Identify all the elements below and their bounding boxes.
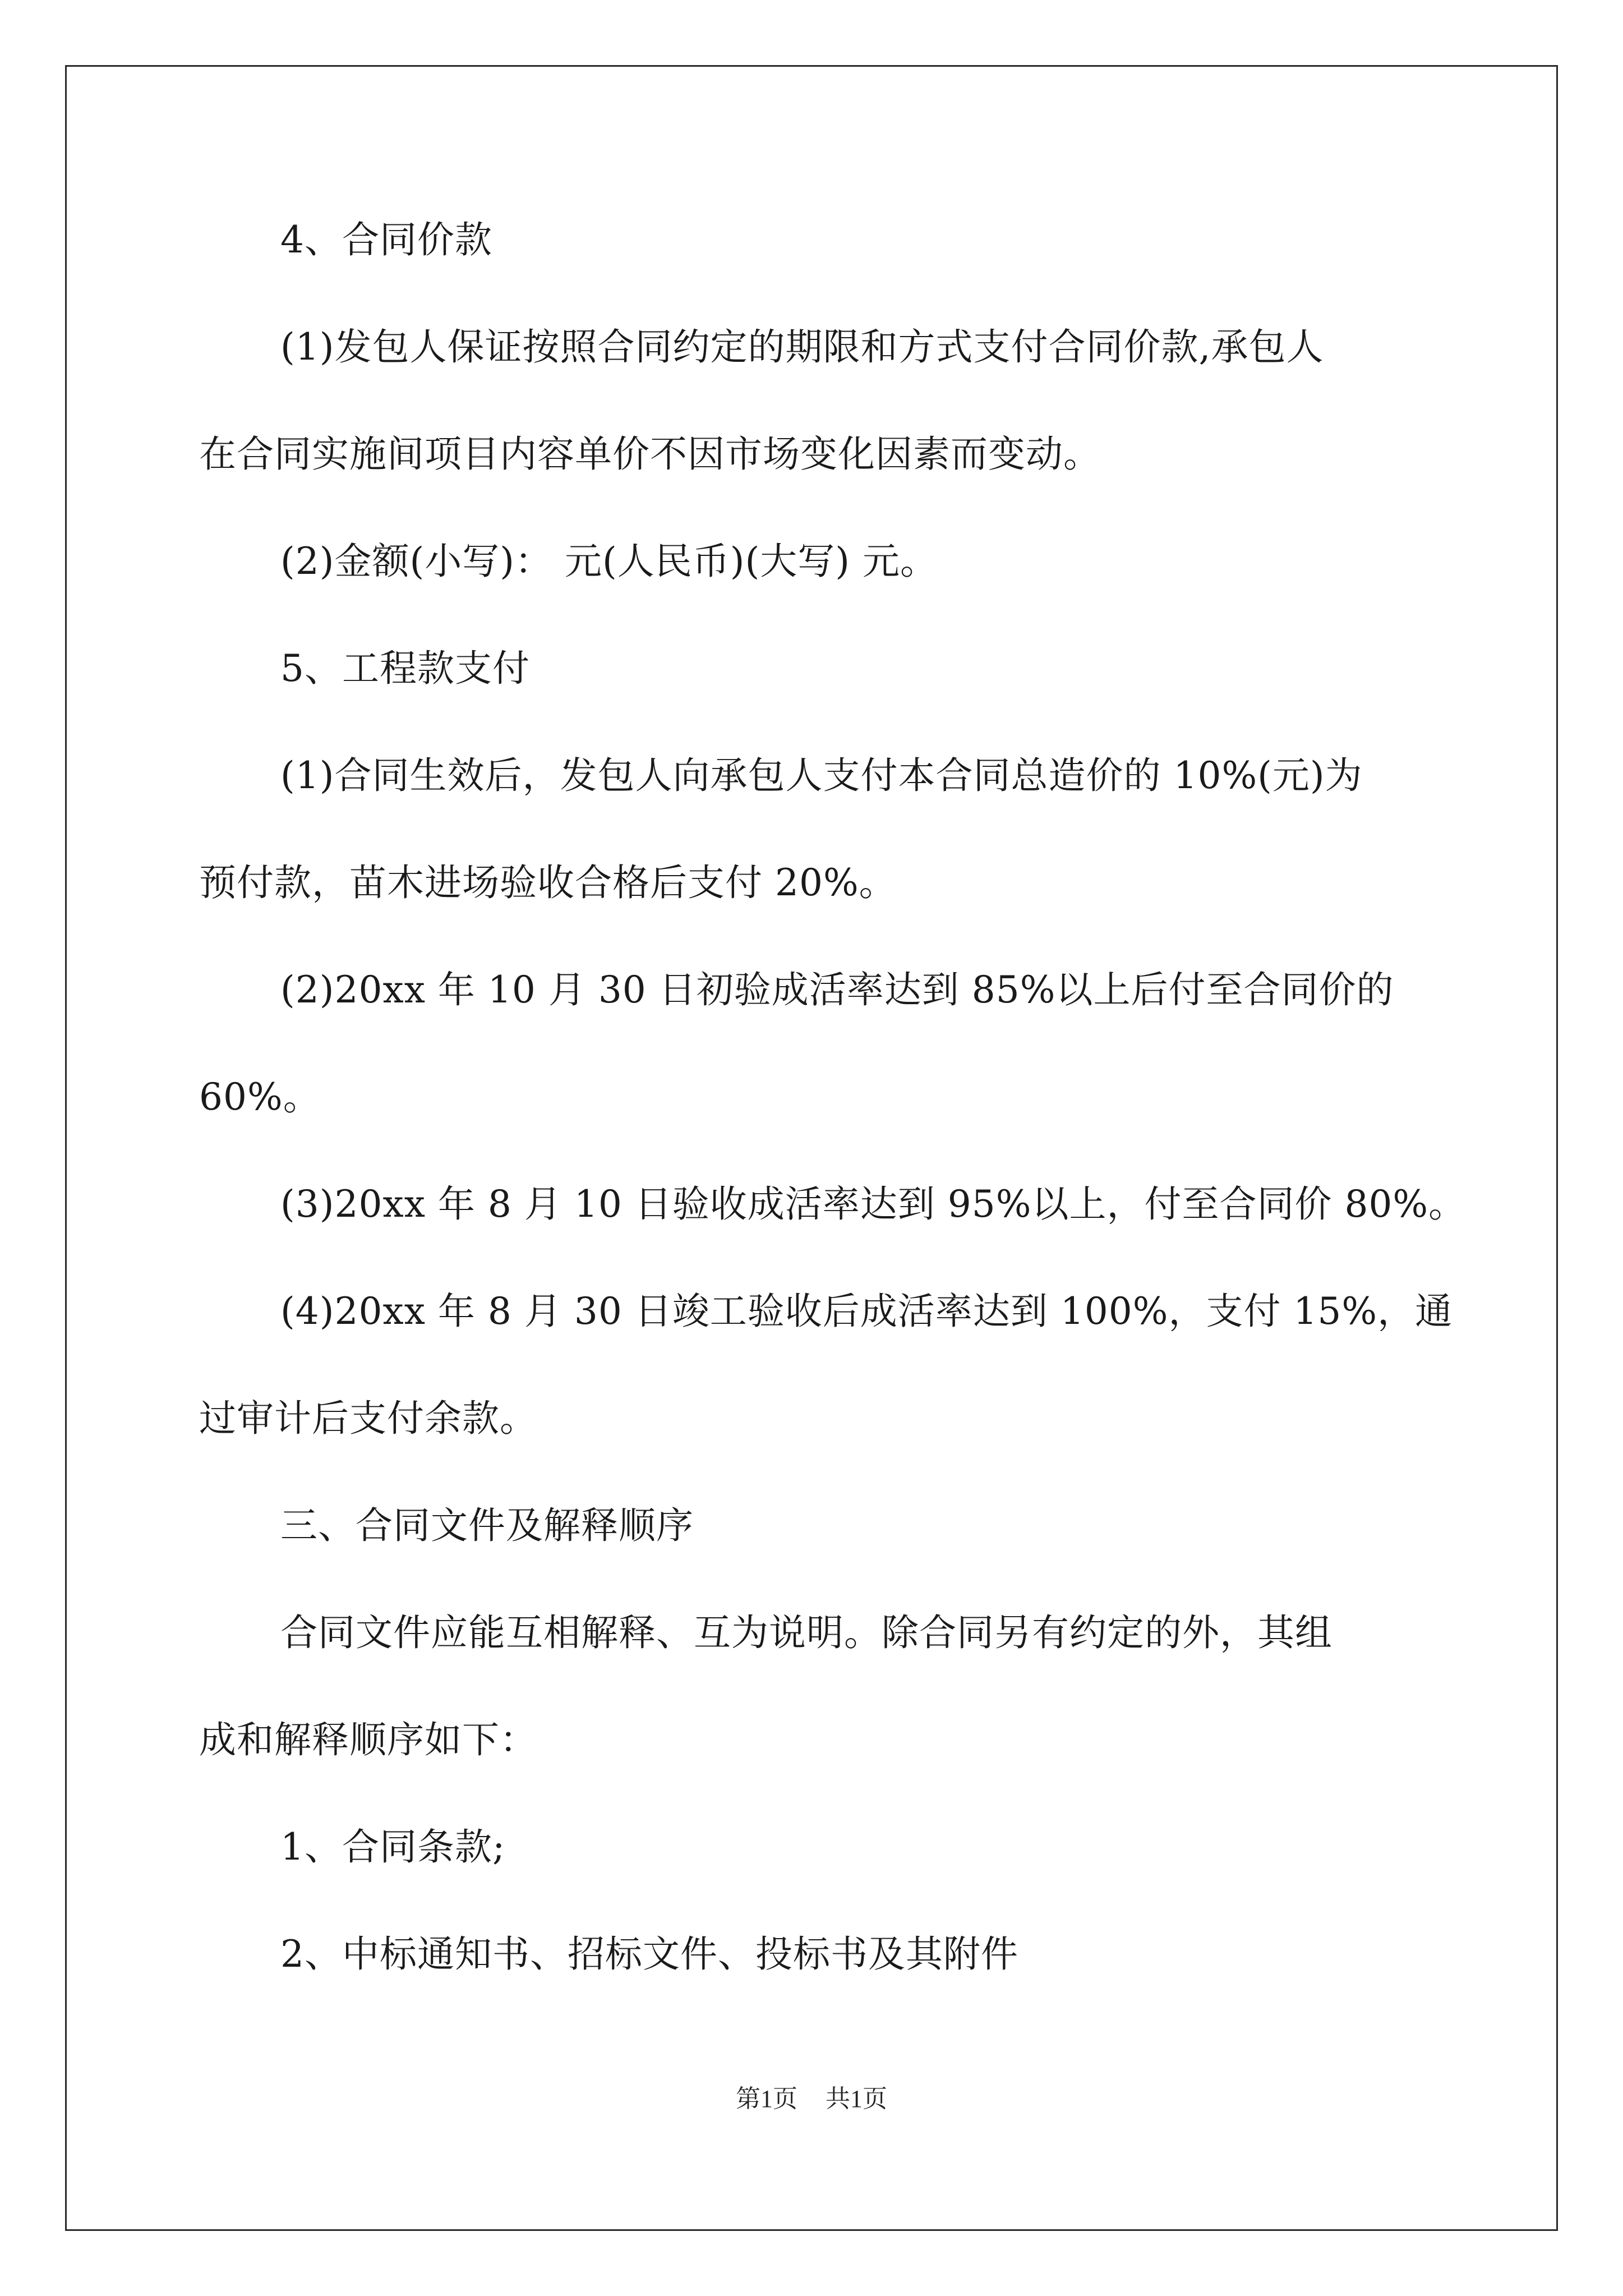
paragraph-line: 在合同实施间项目内容单价不因市场变化因素而变动。: [199, 432, 1101, 476]
paragraph-line: (2)20xx 年 10 月 30 日初验成活率达到 85%以上后付至合同价的: [280, 968, 1394, 1011]
page-footer: [0, 2082, 1623, 2116]
section-heading: 4、合同价款: [280, 218, 492, 261]
paragraph-line: (4)20xx 年 8 月 30 日竣工验收后成活率达到 100%，支付 15%，通: [280, 1290, 1453, 1333]
section-heading: 5、工程款支付: [280, 647, 530, 690]
paragraph-line: 预付款，苗木进场验收合格后支付 20%。: [199, 861, 897, 904]
paragraph-line: 60%。: [199, 1075, 321, 1119]
page-total: 共1页: [826, 2085, 887, 2113]
paragraph-line: (2)金额(小写)： 元(人民币)(大写) 元。: [280, 540, 938, 583]
paragraph-line: 成和解释顺序如下：: [199, 1718, 537, 1761]
page-number: 第1页: [736, 2085, 797, 2113]
list-item: 1、合同条款;: [280, 1825, 506, 1869]
section-heading: 三、合同文件及解释顺序: [280, 1504, 694, 1547]
page-border: [65, 65, 1558, 2231]
paragraph-line: (1)合同生效后，发包人向承包人支付本合同总造价的 10%(元)为: [280, 754, 1363, 797]
list-item: 2、中标通知书、招标文件、投标书及其附件: [280, 1932, 1018, 1976]
paragraph-line: 合同文件应能互相解释、互为说明。除合同另有约定的外，其组: [280, 1611, 1332, 1654]
paragraph-line: 过审计后支付余款。: [199, 1397, 537, 1440]
paragraph-line: (1)发包人保证按照合同约定的期限和方式支付合同价款,承包人: [280, 325, 1324, 369]
paragraph-line: (3)20xx 年 8 月 10 日验收成活率达到 95%以上，付至合同价 80%。: [280, 1182, 1467, 1226]
